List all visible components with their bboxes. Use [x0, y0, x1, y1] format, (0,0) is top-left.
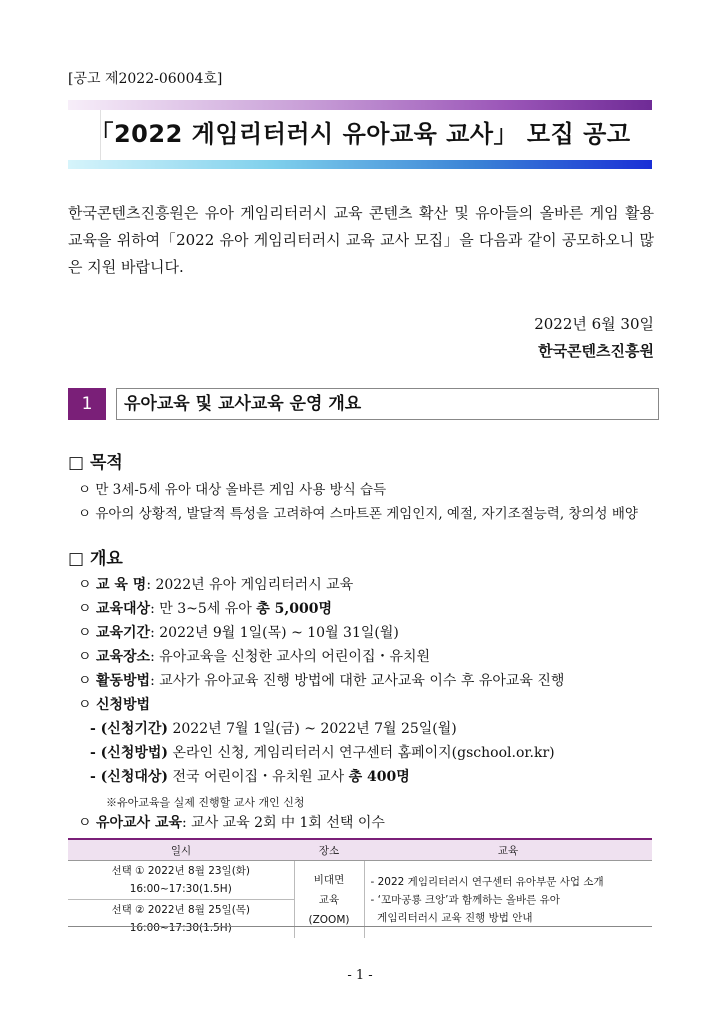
schedule-table	[68, 838, 652, 938]
table-header-date: 일시	[68, 839, 294, 861]
purpose-item-1: ㅇ 만 3세-5세 유아 대상 올바른 게임 사용 방식 습득	[78, 482, 387, 498]
purpose-item-2: ㅇ 유아의 상황적, 발달적 특성을 고려하여 스마트폰 게임인지, 예절, 자기조절능력, 창의성 배양	[78, 506, 638, 522]
section-title: 유아교육 및 교사교육 운영 개요	[116, 388, 659, 420]
overview-item-6: ㅇ 신청방법	[78, 697, 151, 713]
teacher-education: ㅇ 유아교사 교육: 교사 교육 2회 中 1회 선택 이수	[78, 815, 385, 831]
page-number: - 1 -	[347, 968, 373, 983]
title-bar-bottom	[68, 160, 652, 169]
apply-period: - (신청기간) 2022년 7월 1일(금) ~ 2022년 7월 25일(월)	[90, 721, 457, 737]
table-row-date: 선택 ① 2022년 8월 23일(화) 16:00~17:30(1.5H)	[111, 865, 251, 895]
apply-note: ※유아교육을 실제 진행할 교사 개인 신청	[106, 796, 305, 809]
overview-heading: □ 개요	[68, 549, 123, 569]
overview-item-5: ㅇ 활동방법: 교사가 유아교육 진행 방법에 대한 교사교육 이수 후 유아교육 진행	[78, 673, 565, 689]
intro-paragraph: 한국콘텐츠진흥원은 유아 게임리터러시 교육 콘텐츠 확산 및 유아들의 올바른 게임 활용 교육을 위하여「2022 유아 게임리터러시 교육 교사 모집」을 다음과 같이 공모하오니 많은 지원 바랍니다.	[68, 204, 654, 276]
table-place: 비대면 교육 (ZOOM)	[294, 861, 364, 939]
overview-item-2: ㅇ 교육대상: 만 3~5세 유아 총 5,000명	[78, 601, 333, 617]
purpose-heading: □ 목적	[68, 453, 123, 473]
announcement-date: 2022년 6월 30일	[534, 315, 654, 333]
table-bottom-rule	[68, 926, 652, 927]
page-title: 「2022 게임리터러시 유아교육 교사」 모집 공고	[89, 120, 631, 148]
notice-number: [공고 제2022-06004호]	[68, 71, 223, 87]
table-header-place: 장소	[294, 839, 364, 861]
table-row-date: 선택 ② 2022년 8월 25일(목) 16:00~17:30(1.5H)	[68, 900, 294, 939]
table-edu: - 2022 게임리터러시 연구센터 유아부문 사업 소개 - ‘꼬마공룡 크앙’과 함께하는 올바른 유아 게임리터러시 교육 진행 방법 안내	[370, 875, 604, 924]
organization-name: 한국콘텐츠진흥원	[538, 342, 654, 360]
overview-item-4: ㅇ 교육장소: 유아교육을 신청한 교사의 어린이집・유치원	[78, 649, 431, 665]
apply-method: - (신청방법) 온라인 신청, 게임리터러시 연구센터 홈페이지(gschool.or.kr)	[90, 745, 555, 761]
overview-item-1: ㅇ 교 육 명: 2022년 유아 게임리터러시 교육	[78, 577, 354, 593]
overview-item-3: ㅇ 교육기간: 2022년 9월 1일(목) ~ 10월 31일(월)	[78, 625, 399, 641]
table-header-edu: 교육	[364, 839, 652, 861]
section-number: 1	[68, 388, 106, 420]
title-bar-top	[68, 100, 652, 110]
apply-target: - (신청대상) 전국 어린이집・유치원 교사 총 400명	[90, 769, 410, 785]
